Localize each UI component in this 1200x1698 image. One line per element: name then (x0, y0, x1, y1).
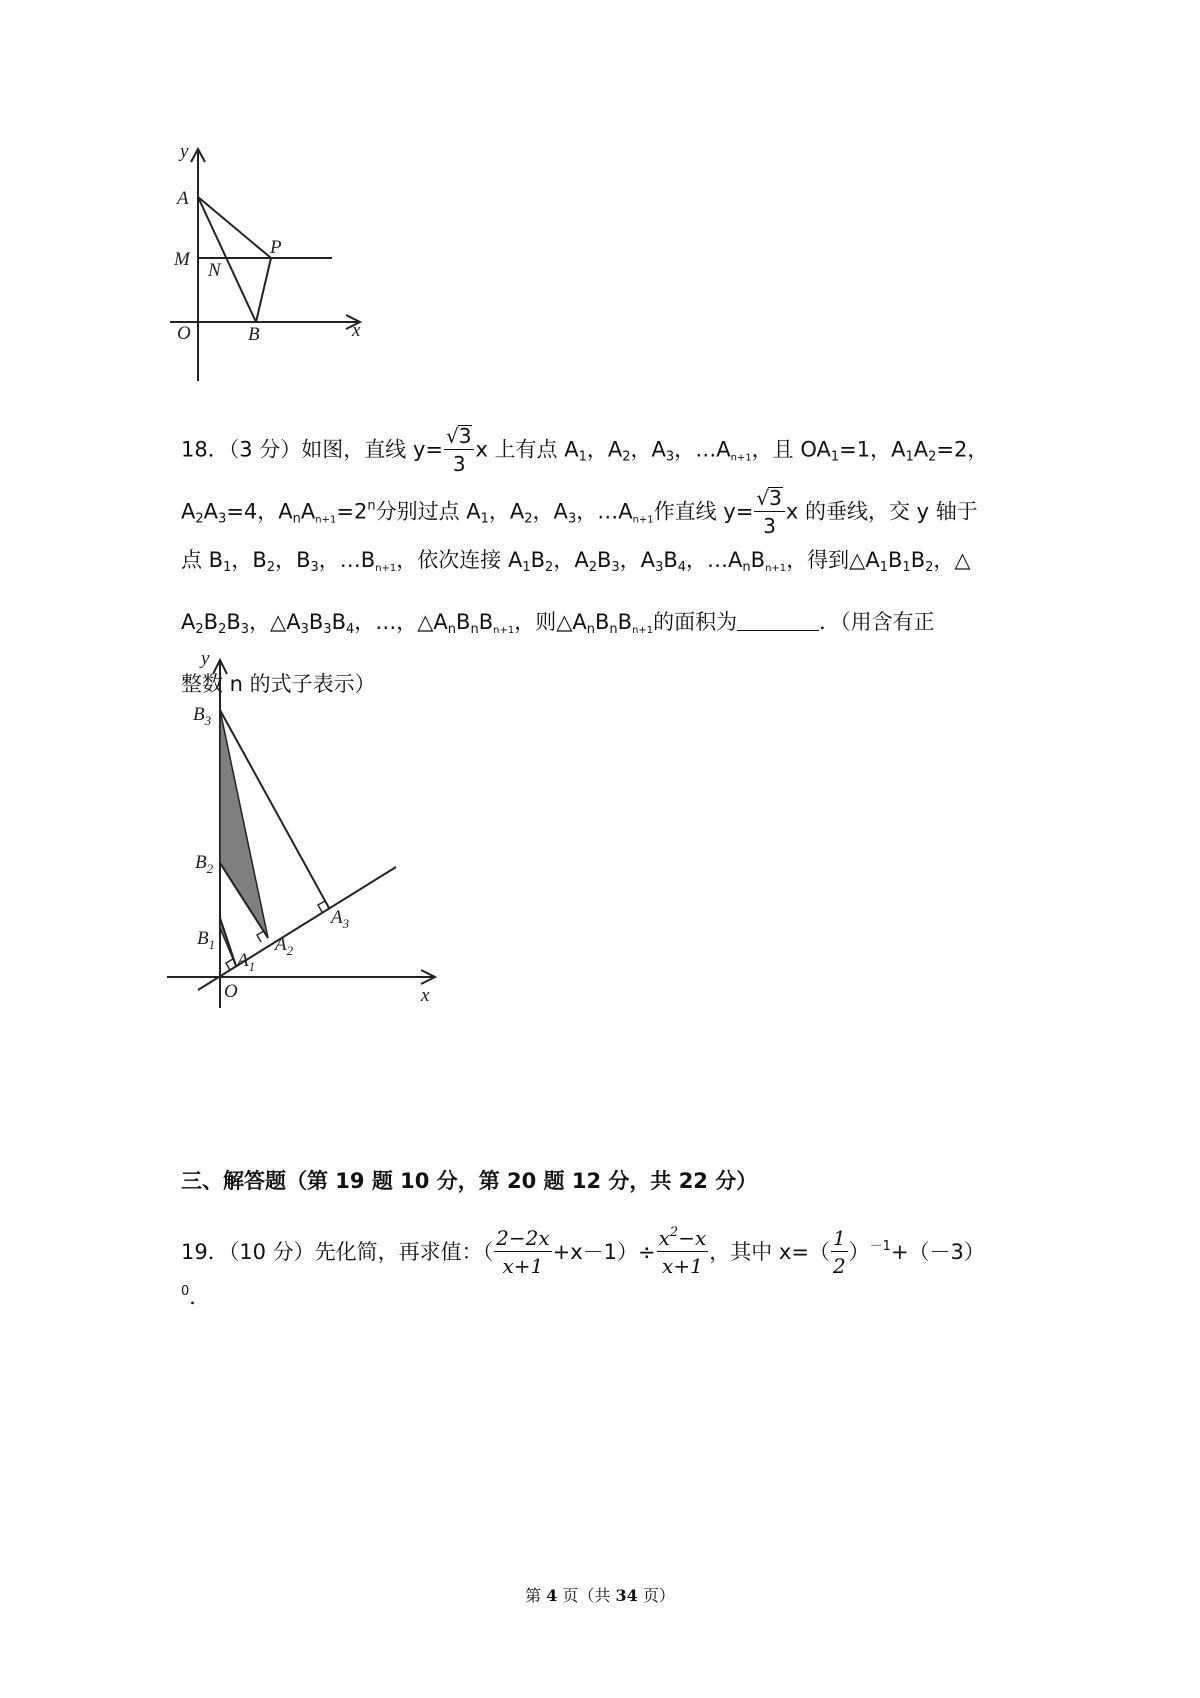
footer-text: 页） (637, 1586, 675, 1605)
subscript: n (292, 511, 301, 527)
answer-blank[interactable] (737, 612, 819, 631)
q18-text: ，则△A (514, 610, 587, 634)
q18-text: ，得到△A (786, 548, 880, 572)
label-o: O (177, 323, 191, 344)
frac-num-part: 𝑥 (658, 1226, 670, 1250)
subscript: n+1 (375, 563, 397, 574)
subscript: 3 (323, 622, 332, 637)
subscript: n+1 (730, 452, 752, 464)
q18-text: A (913, 437, 929, 462)
page-footer (0, 1583, 1200, 1606)
subscript: 2 (545, 560, 554, 575)
subscript: 1 (480, 511, 489, 527)
q18-text: ，…A (674, 437, 731, 462)
q18-text: 作直线 y= (653, 499, 754, 524)
q18-text: ，A (630, 437, 666, 462)
fraction-1-over-2 (831, 1228, 848, 1276)
subscript: 2 (622, 449, 631, 465)
q18-text: A (181, 499, 196, 524)
figure-2-svg (165, 650, 465, 1010)
q19-text: ） (848, 1240, 870, 1264)
label-b3: $B_3$ (193, 704, 212, 728)
subscript: 2 (195, 622, 204, 637)
subscript: n+1 (493, 625, 515, 636)
fraction-2-2x-over-x-plus-1 (494, 1228, 552, 1276)
q18-text: ，A (553, 548, 589, 572)
q18-text: B (910, 548, 926, 572)
q18-text: ，…B (318, 548, 376, 572)
q18-text: 点 B (181, 548, 224, 572)
q19-line-2 (181, 1284, 211, 1309)
frac-den: 3 (763, 514, 776, 538)
label-b1: $B_1$ (197, 928, 216, 952)
subscript: n+1 (315, 514, 337, 526)
q18-text: ．（用含有正 (819, 610, 935, 634)
q18-text: x 的垂线，交 y 轴于 (785, 499, 978, 524)
fraction-x2-x-over-x-plus-1 (657, 1225, 709, 1278)
q18-text: ，△ (933, 548, 971, 572)
subscript: 2 (266, 560, 276, 575)
q18-text: B (226, 610, 241, 634)
label-a3: $A_3$ (331, 907, 350, 931)
superscript: 2 (669, 1225, 679, 1240)
q18-line-2 (181, 488, 978, 537)
subscript: 2 (218, 622, 227, 637)
segment-ap (198, 197, 271, 258)
triangle-a2b2b3 (220, 710, 268, 938)
fraction-sqrt3-over-3: $\frac{√3}{3}$ (444, 425, 474, 474)
q18-text: A (203, 499, 219, 524)
label-m: M (174, 249, 190, 270)
q18-text: ，A (532, 499, 568, 524)
label-o: O (224, 981, 238, 1002)
superscript: n (367, 498, 376, 514)
subscript: n+1 (632, 514, 654, 526)
subscript: n+1 (765, 563, 787, 574)
q19-text: ． (189, 1285, 211, 1309)
q18-text: ，B (275, 548, 311, 572)
frac-num: 2−2𝑥 (496, 1226, 550, 1250)
segment-pb (256, 258, 271, 322)
q19-number: 19． (181, 1240, 229, 1264)
label-x: x (421, 985, 430, 1006)
q18-text: ，A (619, 548, 656, 572)
q18-text: （3 分）如图，直线 y= (228, 437, 443, 462)
q18-text: B (663, 548, 678, 572)
q18-text: A (300, 499, 316, 524)
right-angle-mark-a2 (257, 931, 264, 942)
q19-text: ，其中 x=（ (709, 1240, 830, 1264)
section-3-heading: 三、解答题（第 19 题 10 分，第 20 题 12 分，共 22 分） (181, 1169, 758, 1193)
subscript: 4 (677, 560, 687, 575)
total-pages: 34 (615, 1586, 638, 1605)
page-number: 4 (546, 1586, 558, 1605)
label-y: y (201, 650, 210, 669)
q19-line-1 (181, 1225, 985, 1278)
q18-text: ，B (231, 548, 267, 572)
q18-text: =2， (936, 437, 989, 462)
subscript: 3 (611, 560, 620, 575)
subscript: 3 (655, 560, 664, 575)
q18-text: =1，A (839, 437, 906, 462)
subscript: 1 (578, 449, 587, 465)
superscript: －1 (869, 1239, 891, 1254)
q18-text: B (750, 548, 766, 572)
q18-text: B (308, 610, 324, 634)
label-a: A (177, 188, 189, 209)
q18-text: ，且 OA (751, 437, 831, 462)
subscript: 3 (240, 622, 250, 637)
label-a2: $A_2$ (275, 934, 294, 958)
fraction-sqrt3-over-3: $\frac{√3}{3}$ (754, 487, 784, 536)
subscript: 3 (567, 511, 577, 527)
subscript: 3 (665, 449, 675, 465)
subscript: 1 (830, 449, 840, 465)
q18-text: ，A (586, 437, 623, 462)
subscript: n (586, 622, 595, 637)
q18-line-1 (181, 426, 988, 475)
q18-text: ，依次连接 A (396, 548, 523, 572)
subscript: n (470, 622, 479, 637)
q18-number: 18． (181, 437, 229, 462)
superscript: 0 (181, 1284, 190, 1299)
q18-text: B (478, 610, 494, 634)
q18-text: x 上有点 A (475, 437, 579, 462)
q19-text: +（－3） (890, 1240, 985, 1264)
q18-text: ，…A (576, 499, 633, 524)
q18-text: 分别过点 A (375, 499, 481, 524)
figure-triangles-on-line (165, 650, 465, 1010)
right-angle-mark-a3 (318, 901, 325, 912)
subscript: 1 (879, 560, 888, 575)
q18-text: ，△A (249, 610, 301, 634)
q18-text: ，A (488, 499, 525, 524)
q18-text: B (530, 548, 546, 572)
q18-text: B (456, 610, 471, 634)
segment-b1a1 (220, 918, 236, 966)
subscript: 2 (588, 560, 597, 575)
subscript: 2 (195, 511, 204, 527)
q18-text: B (331, 610, 346, 634)
label-a1: $A_1$ (237, 950, 256, 974)
q18-text: =4，A (226, 499, 293, 524)
frac-num: 1 (832, 1226, 846, 1250)
q18-text: ，…，△A (354, 610, 448, 634)
label-b: B (248, 324, 260, 345)
frac-den: 𝑥+1 (662, 1254, 703, 1278)
footer-text: 第 (525, 1586, 547, 1605)
q19-text: （10 分）先化简，再求值：（ (228, 1240, 494, 1264)
frac-num-part: −𝑥 (678, 1226, 707, 1250)
subscript: 1 (522, 560, 531, 575)
q18-text: ，…A (686, 548, 743, 572)
label-n: N (208, 260, 221, 281)
figure-1-svg (170, 145, 380, 390)
segment-ab (198, 197, 256, 322)
sqrt-radicand: 3 (458, 424, 472, 448)
q18-text: =2 (336, 499, 368, 524)
q19-text: +x－1）÷ (552, 1240, 656, 1264)
subscript: 3 (300, 622, 309, 637)
subscript: n+1 (632, 625, 654, 636)
q18-line-3 (181, 548, 971, 575)
sqrt-radicand: 3 (769, 486, 782, 510)
frac-den: 3 (452, 452, 466, 476)
q18-text: B (617, 610, 633, 634)
subscript: 2 (524, 511, 533, 527)
subscript: 4 (345, 622, 355, 637)
subscript: 1 (223, 560, 232, 575)
subscript: 2 (925, 560, 934, 575)
figure-coordinate-apnb (170, 145, 380, 390)
q18-line-4 (181, 610, 935, 637)
subscript: n (742, 560, 751, 575)
line-y-sqrt3-over-3-x (198, 867, 396, 990)
label-b2: $B_2$ (195, 852, 214, 876)
subscript: n (447, 622, 457, 637)
label-y: y (180, 145, 189, 162)
q18-text: A (181, 610, 196, 634)
subscript: 1 (905, 449, 914, 465)
footer-text: 页（共 (557, 1586, 616, 1605)
label-x: x (352, 320, 361, 341)
frac-den: 𝑥+1 (502, 1254, 544, 1278)
subscript: 1 (902, 560, 911, 575)
subscript: 3 (218, 511, 227, 527)
q18-text: B (203, 610, 219, 634)
subscript: 2 (928, 449, 937, 465)
frac-den: 2 (832, 1254, 846, 1278)
q18-text: B (887, 548, 903, 572)
q18-text: 的面积为 (653, 610, 738, 634)
q18-text: B (596, 548, 612, 572)
subscript: n (609, 622, 618, 637)
q18-text: 整数 n 的式子表示） (181, 672, 376, 696)
label-p: P (270, 237, 282, 258)
subscript: 3 (310, 560, 319, 575)
q18-text: B (594, 610, 610, 634)
